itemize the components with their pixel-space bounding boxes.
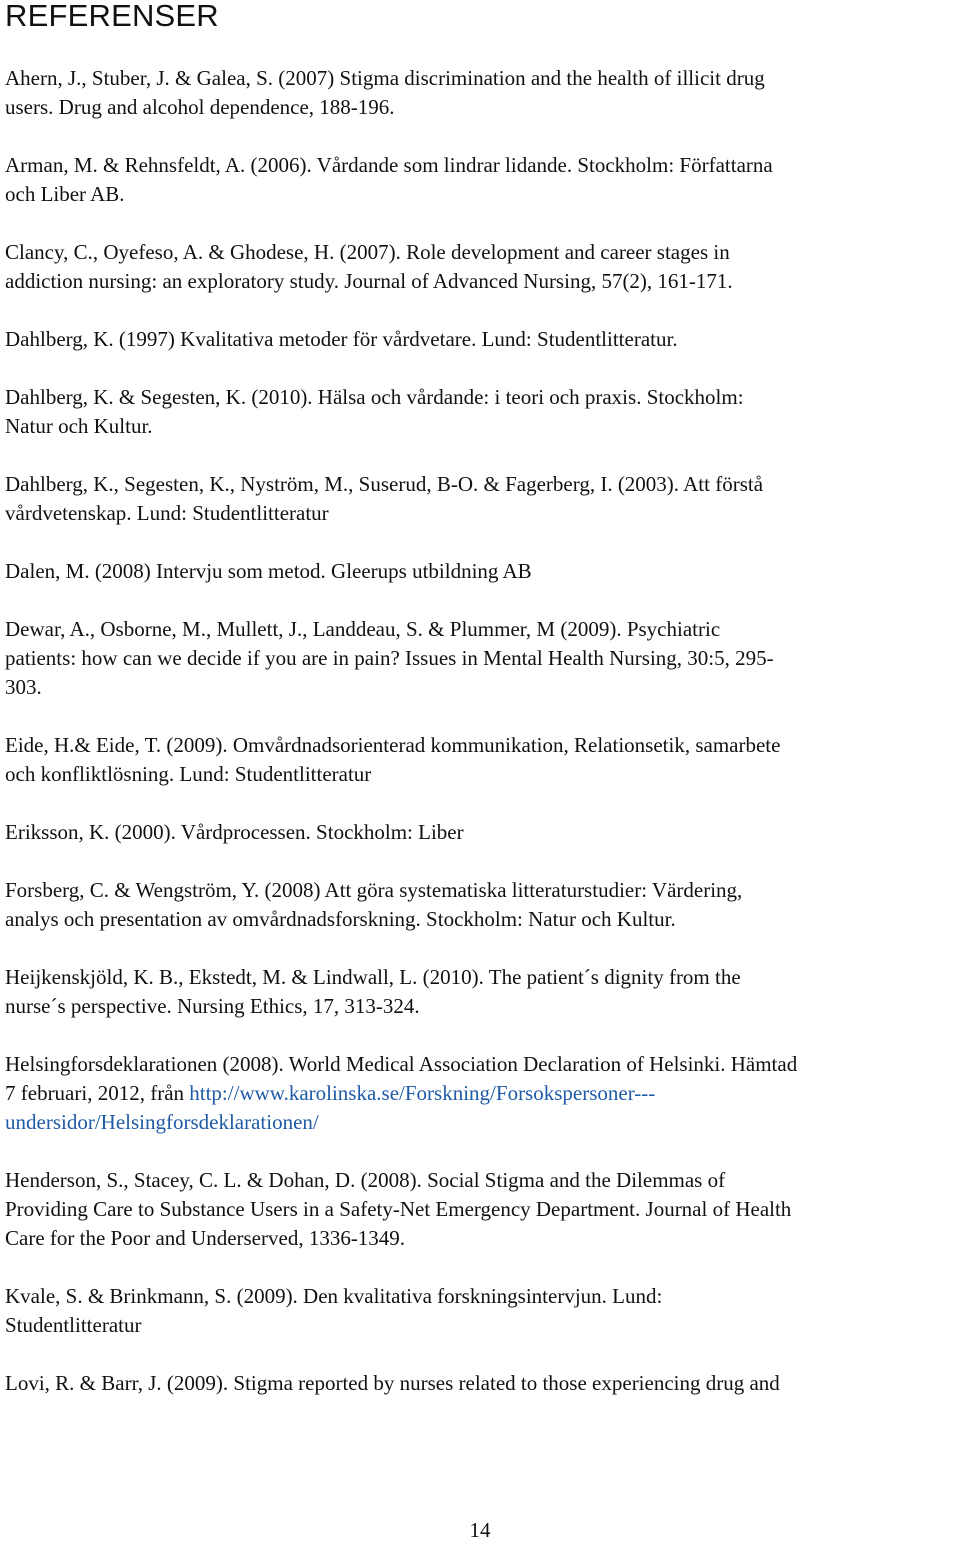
reference-entry (5, 1166, 960, 1253)
reference-line: users. Drug and alcohol dependence, 188-196. (5, 95, 395, 119)
reference-line: Kvale, S. & Brinkmann, S. (2009). Den kvalitativa forskningsintervjun. Lund: (5, 1284, 663, 1308)
reference-line: och Liber AB. (5, 182, 125, 206)
reference-entry (5, 64, 960, 122)
reference-line: 303. (5, 675, 42, 699)
reference-entry (5, 731, 960, 789)
reference-line (5, 1079, 960, 1108)
reference-line: Henderson, S., Stacey, C. L. & Dohan, D. (2008). Social Stigma and the Dilemmas of (5, 1168, 726, 1192)
page-heading: REFERENSER (5, 0, 219, 33)
reference-line: Dewar, A., Osborne, M., Mullett, J., Landdeau, S. & Plummer, M (2009). Psychiatric (5, 617, 721, 641)
reference-entry (5, 1282, 960, 1340)
reference-entry (5, 470, 960, 528)
reference-line: analys och presentation av omvårdnadsforskning. Stockholm: Natur och Kultur. (5, 907, 676, 931)
reference-line: vårdvetenskap. Lund: Studentlitteratur (5, 501, 329, 525)
reference-line: Heijkenskjöld, K. B., Ekstedt, M. & Lindwall, L. (2010). The patient´s dignity from the (5, 965, 741, 989)
reference-line: Dalen, M. (2008) Intervju som metod. Gleerups utbildning AB (5, 559, 532, 583)
reference-entry (5, 238, 960, 296)
reference-line: Providing Care to Substance Users in a Safety-Net Emergency Department. Journal of Health (5, 1197, 792, 1221)
reference-line: Lovi, R. & Barr, J. (2009). Stigma reported by nurses related to those experiencing drug and (5, 1371, 780, 1395)
reference-line: och konfliktlösning. Lund: Studentlitteratur (5, 762, 372, 786)
reference-entry (5, 818, 960, 847)
reference-line: Clancy, C., Oyefeso, A. & Ghodese, H. (2007). Role development and career stages in (5, 240, 730, 264)
reference-line: Ahern, J., Stuber, J. & Galea, S. (2007) Stigma discrimination and the health of illicit drug (5, 66, 765, 90)
helsinki-declaration-link[interactable]: http://www.karolinska.se/Forskning/Forsokspersoner--- (189, 1081, 656, 1105)
reference-line (5, 1108, 960, 1137)
reference-line: Dahlberg, K. (1997) Kvalitativa metoder för vårdvetare. Lund: Studentlitteratur. (5, 327, 678, 351)
reference-entry (5, 963, 960, 1021)
reference-list (5, 64, 960, 1398)
reference-line: Eriksson, K. (2000). Vårdprocessen. Stockholm: Liber (5, 820, 464, 844)
reference-line: Forsberg, C. & Wengström, Y. (2008) Att göra systematiska litteraturstudier: Värdering, (5, 878, 743, 902)
reference-entry (5, 1369, 960, 1398)
reference-entry (5, 1050, 960, 1137)
page-number: 14 (469, 1518, 491, 1542)
reference-entry (5, 151, 960, 209)
reference-line: Dahlberg, K. & Segesten, K. (2010). Hälsa och vårdande: i teori och praxis. Stockholm: (5, 385, 744, 409)
reference-line: Natur och Kultur. (5, 414, 153, 438)
reference-entry (5, 876, 960, 934)
reference-line: Care for the Poor and Underserved, 1336-1349. (5, 1226, 406, 1250)
reference-entry (5, 557, 960, 586)
helsinki-declaration-link-continued[interactable]: undersidor/Helsingforsdeklarationen/ (5, 1110, 319, 1134)
reference-entry (5, 325, 960, 354)
reference-line: nurse´s perspective. Nursing Ethics, 17, 313-324. (5, 994, 420, 1018)
reference-line: Helsingforsdeklarationen (2008). World Medical Association Declaration of Helsinki. Hämtad (5, 1052, 798, 1076)
reference-text: 7 februari, 2012, från (5, 1081, 190, 1105)
reference-entry (5, 383, 960, 441)
reference-line: Arman, M. & Rehnsfeldt, A. (2006). Vårdande som lindrar lidande. Stockholm: Författarna (5, 153, 773, 177)
reference-line: Dahlberg, K., Segesten, K., Nyström, M., Suserud, B-O. & Fagerberg, I. (2003). Att förstå (5, 472, 764, 496)
reference-line: Eide, H.& Eide, T. (2009). Omvårdnadsorienterad kommunikation, Relationsetik, samarbete (5, 733, 781, 757)
reference-entry (5, 615, 960, 702)
reference-line: patients: how can we decide if you are in pain? Issues in Mental Health Nursing, 30:5, 295- (5, 646, 774, 670)
reference-line: addiction nursing: an exploratory study. Journal of Advanced Nursing, 57(2), 161-171. (5, 269, 733, 293)
reference-line: Studentlitteratur (5, 1313, 142, 1337)
